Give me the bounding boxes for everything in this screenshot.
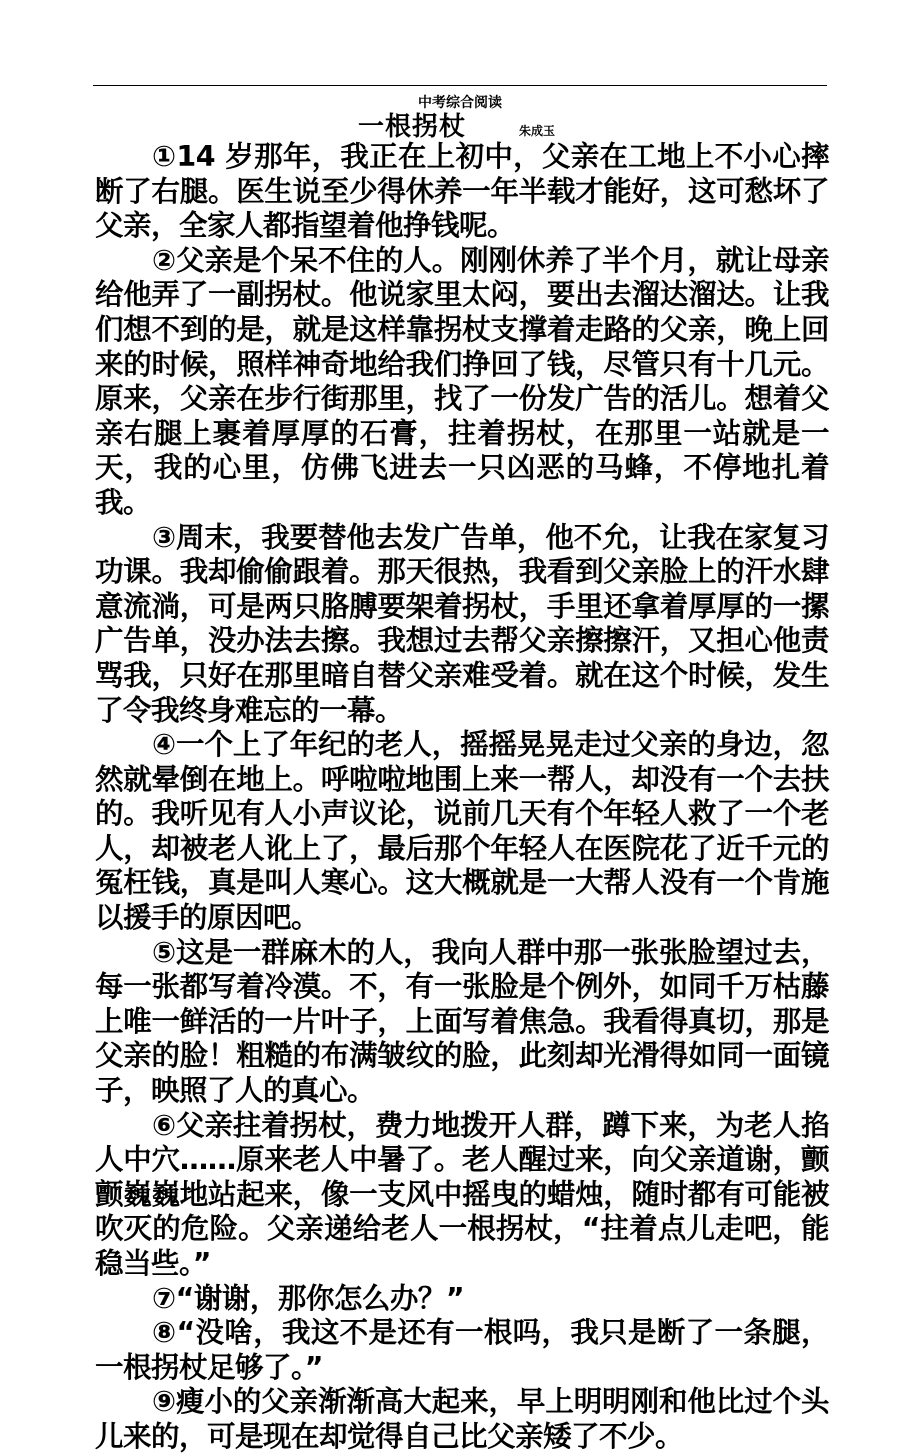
article-title: 一根拐杖: [358, 112, 467, 142]
title-row: [0, 112, 920, 142]
paragraph-7: ⑦“谢谢，那你怎么办？”: [152, 1281, 465, 1315]
paragraph-3: ③周末，我要替他去发广告单，他不允，让我在家复习功课。我却偷偷跟着。那天很热，我看到父亲脸上的汗水肆意流淌，可是两只胳膊要架着拐杖，手里还拿着厚厚的一摞广告单，没办法去擦。我想过去帮父亲擦擦汗，又担心他责骂我，只好在那里暗自替父亲难受着。就在这个时候，发生了令我终身难忘的一幕。: [95, 520, 829, 727]
paragraph-1: ①14 岁那年，我正在上初中，父亲在工地上不小心摔断了右腿。医生说至少得休养一年半载才能好，这可愁坏了父亲，全家人都指望着他挣钱呢。: [95, 140, 829, 243]
paragraph-4: ④一个上了年纪的老人，摇摇晃晃走过父亲的身边，忽然就晕倒在地上。呼啦啦地围上来一帮人，却没有一个去扶的。我听见有人小声议论，说前几天有个年轻人救了一个老人，却被老人讹上了，最后那个年轻人在医院花了近千元的冤枉钱，真是叫人寒心。这大概就是一大帮人没有一个肯施以援手的原因吧。: [95, 728, 829, 935]
paragraph-8: ⑧“没啥，我这不是还有一根吗，我只是断了一条腿，一根拐杖足够了。”: [95, 1316, 829, 1384]
paragraph-6: ⑥父亲拄着拐杖，费力地拨开人群，蹲下来，为老人掐人中穴……原来老人中暑了。老人醒过来，向父亲道谢，颤颤巍巍地站起来，像一支风中摇曳的蜡烛，随时都有可能被吹灭的危险。父亲递给老人一根拐杖，“拄着点儿走吧，能稳当些。”: [95, 1108, 829, 1280]
paragraph-9: ⑨瘦小的父亲渐渐高大起来，早上明明刚和他比过个头儿来的，可是现在却觉得自己比父亲矮了不少。: [95, 1385, 829, 1453]
paragraph-2: ②父亲是个呆不住的人。刚刚休养了半个月，就让母亲给他弄了一副拐杖。他说家里太闷，要出去溜达溜达。让我们想不到的是，就是这样靠拐杖支撑着走路的父亲，晚上回来的时候，照样神奇地给我们挣回了钱，尽管只有十几元。原来，父亲在步行街那里，找了一份发广告的活儿。想着父亲右腿上裹着厚厚的石膏，拄着拐杖，在那里一站就是一天，我的心里，仿佛飞进去一只凶恶的马蜂，不停地扎着我。: [95, 243, 829, 519]
paragraph-5: ⑤这是一群麻木的人，我向人群中那一张张脸望过去，每一张都写着冷漠。不，有一张脸是个例外，如同千万枯藤上唯一鲜活的一片叶子，上面写着焦急。我看得真切，那是父亲的脸！粗糙的布满皱纹的脸，此刻却光滑得如同一面镜子，映照了人的真心。: [95, 935, 829, 1108]
article-body: [95, 140, 829, 1455]
header-rule: [93, 85, 827, 86]
header-title: 中考综合阅读: [418, 95, 502, 111]
article-author: 朱成玉: [519, 124, 556, 138]
